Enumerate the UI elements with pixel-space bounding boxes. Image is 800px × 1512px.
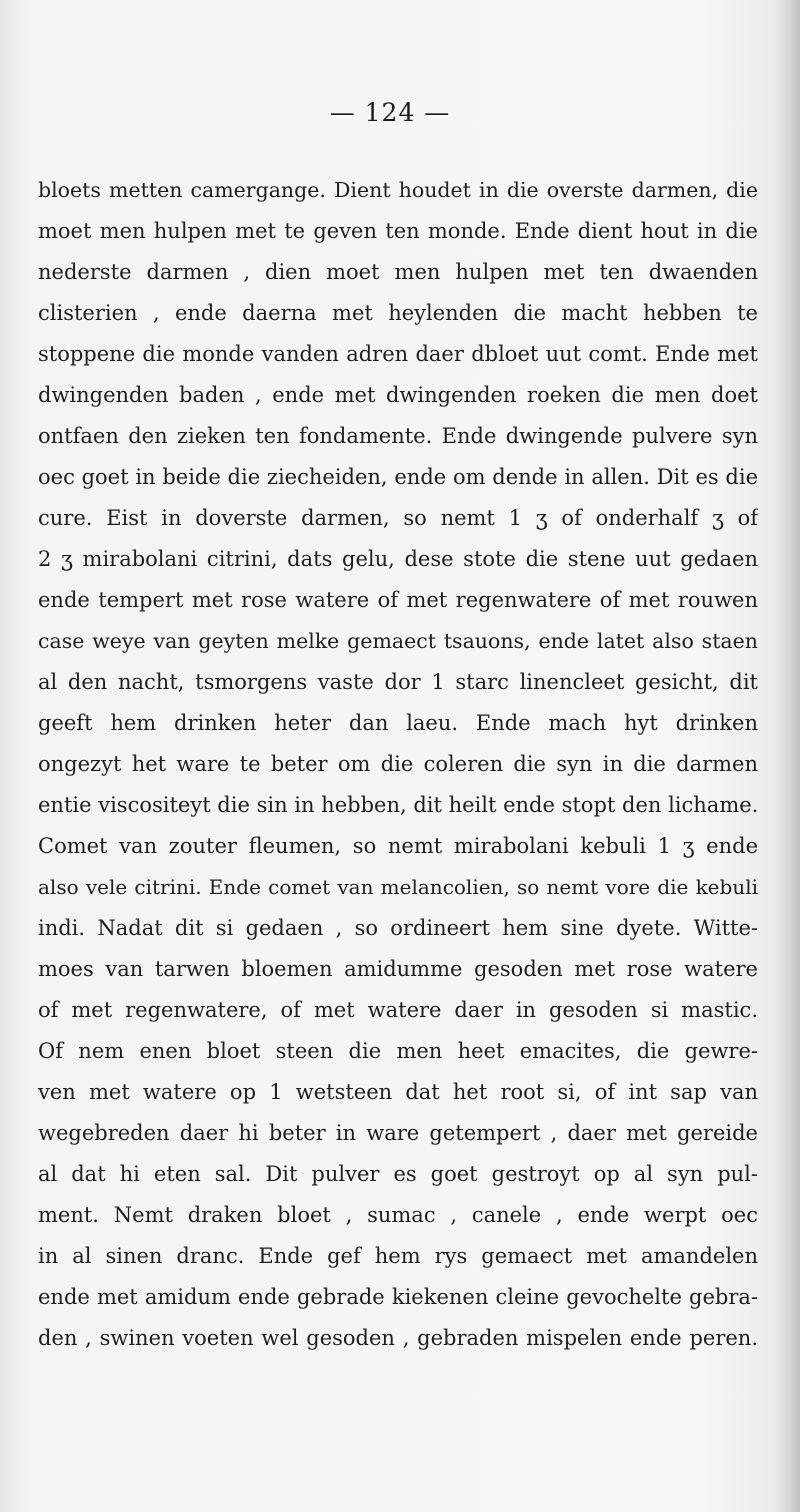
text-line: nederste darmen , dien moet men hulpen met ten dwaenden: [38, 260, 758, 284]
text-line: al den nacht, tsmorgens vaste dor 1 starc linencleet gesicht, dit: [38, 670, 758, 694]
text-line: in al sinen dranc. Ende gef hem rys gemaect met amandelen: [38, 1244, 758, 1268]
page-number: — 124 —: [329, 98, 451, 127]
text-line: moet men hulpen met te geven ten monde. Ende dient hout in die: [38, 219, 758, 243]
text-line: 2 ʒ mirabolani citrini, dats gelu, dese stote die stene uut gedaen: [38, 547, 758, 571]
text-line: case weye van geyten melke gemaect tsauons, ende latet also staen: [38, 629, 758, 653]
text-line: indi. Nadat dit si gedaen , so ordineert hem sine dyete. Witte-: [38, 916, 758, 940]
text-line: stoppene die monde vanden adren daer dbloet uut comt. Ende met: [38, 342, 758, 366]
page-edge-shadow: [776, 0, 800, 1512]
text-line: clisterien , ende daerna met heylenden die macht hebben te: [38, 301, 758, 325]
text-line: ven met watere op 1 wetsteen dat het root si, of int sap van: [38, 1080, 758, 1104]
text-line: Comet van zouter fleumen, so nemt mirabolani kebuli 1 ʒ ende: [38, 834, 758, 858]
body-text: [38, 170, 758, 1359]
text-line: ende tempert met rose watere of met regenwatere of met rouwen: [38, 588, 758, 612]
text-line: entie viscositeyt die sin in hebben, dit heilt ende stopt den lichame.: [38, 793, 758, 817]
text-line: geeft hem drinken heter dan laeu. Ende mach hyt drinken: [38, 711, 758, 735]
text-line: al dat hi eten sal. Dit pulver es goet gestroyt op al syn pul-: [38, 1162, 758, 1186]
text-line: oec goet in beide die ziecheiden, ende om dende in allen. Dit es die: [38, 465, 758, 489]
text-line: also vele citrini. Ende comet van melancolien, so nemt vore die kebuli: [38, 875, 758, 899]
text-line: ontfaen den zieken ten fondamente. Ende dwingende pulvere syn: [38, 424, 758, 448]
text-line: moes van tarwen bloemen amidumme gesoden met rose watere: [38, 957, 758, 981]
text-line: cure. Eist in doverste darmen, so nemt 1 ʒ of onderhalf ʒ of: [38, 506, 758, 530]
text-line: den , swinen voeten wel gesoden , gebraden mispelen ende peren.: [38, 1326, 758, 1350]
text-line: dwingenden baden , ende met dwingenden roeken die men doet: [38, 383, 758, 407]
text-line: of met regenwatere, of met watere daer in gesoden si mastic.: [38, 998, 758, 1022]
text-line: wegebreden daer hi beter in ware getempert , daer met gereide: [38, 1121, 758, 1145]
text-line: ongezyt het ware te beter om die coleren die syn in die darmen: [38, 752, 758, 776]
text-line: Of nem enen bloet steen die men heet emacites, die gewre-: [38, 1039, 758, 1063]
text-line: bloets metten camergange. Dient houdet in die overste darmen, die: [38, 178, 758, 202]
text-line: ende met amidum ende gebrade kiekenen cleine gevochelte gebra-: [38, 1285, 758, 1309]
text-line: ment. Nemt draken bloet , sumac , canele , ende werpt oec: [38, 1203, 758, 1227]
